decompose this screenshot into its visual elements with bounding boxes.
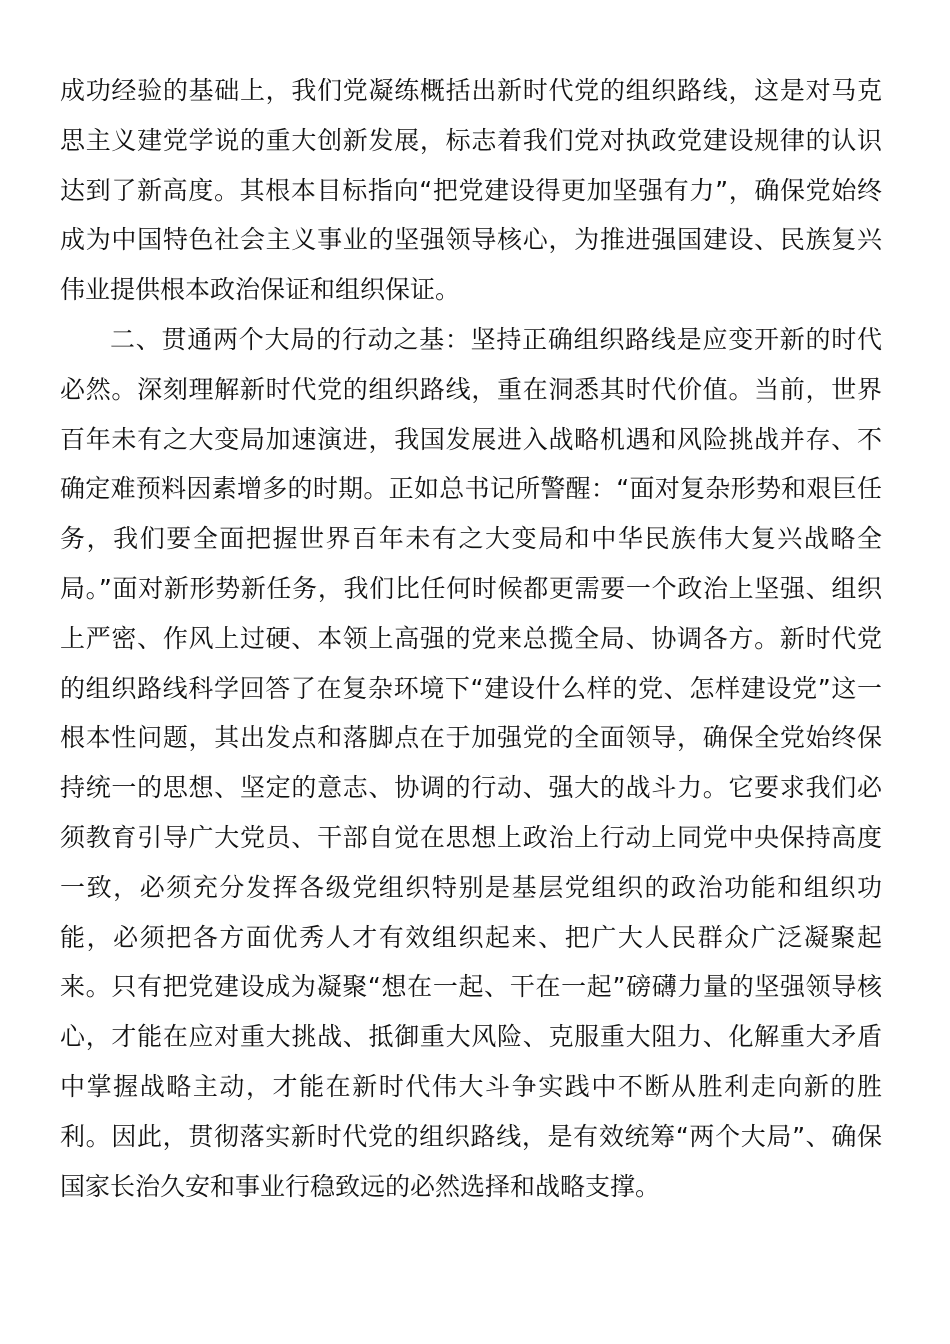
paragraph-continuation: 成功经验的基础上，我们党凝练概括出新时代党的组织路线，这是对马克思主义建党学说的重大创新发展，标志着我们党对执政党建设规律的认识达到了新高度。其根本目标指向“把党建设得更加坚强有力”，确保党始终成为中国特色社会主义事业的坚强领导核心，为推进强国建设、民族复兴伟业提供根本政治保证和组织保证。: [60, 76, 882, 305]
body-text: [60, 66, 882, 1211]
paragraph-section-two: 二、贯通两个大局的行动之基：坚持正确组织路线是应变开新的时代必然。深刻理解新时代党的组织路线，重在洞悉其时代价值。当前，世界百年未有之大变局加速演进，我国发展进入战略机遇和风险挑战并存、不确定难预料因素增多的时期。正如总书记所警醒：“面对复杂形势和艰巨任务，我们要全面把握世界百年未有之大变局和中华民族伟大复兴战略全局。”面对新形势新任务，我们比任何时候都更需要一个政治上坚强、组织上严密、作风上过硬、本领上高强的党来总揽全局、协调各方。新时代党的组织路线科学回答了在复杂环境下“建设什么样的党、怎样建设党”这一根本性问题，其出发点和落脚点在于加强党的全面领导，确保全党始终保持统一的思想、坚定的意志、协调的行动、强大的战斗力。它要求我们必须教育引导广大党员、干部自觉在思想上政治上行动上同党中央保持高度一致，必须充分发挥各级党组织特别是基层党组织的政治功能和组织功能，必须把各方面优秀人才有效组织起来、把广大人民群众广泛凝聚起来。只有把党建设成为凝聚“想在一起、干在一起”磅礴力量的坚强领导核心，才能在应对重大挑战、抵御重大风险、克服重大阻力、化解重大矛盾中掌握战略主动，才能在新时代伟大斗争实践中不断从胜利走向新的胜利。因此，贯彻落实新时代党的组织路线，是有效统筹“两个大局”、确保国家长治久安和事业行稳致远的必然选择和战略支撑。: [60, 324, 882, 1201]
